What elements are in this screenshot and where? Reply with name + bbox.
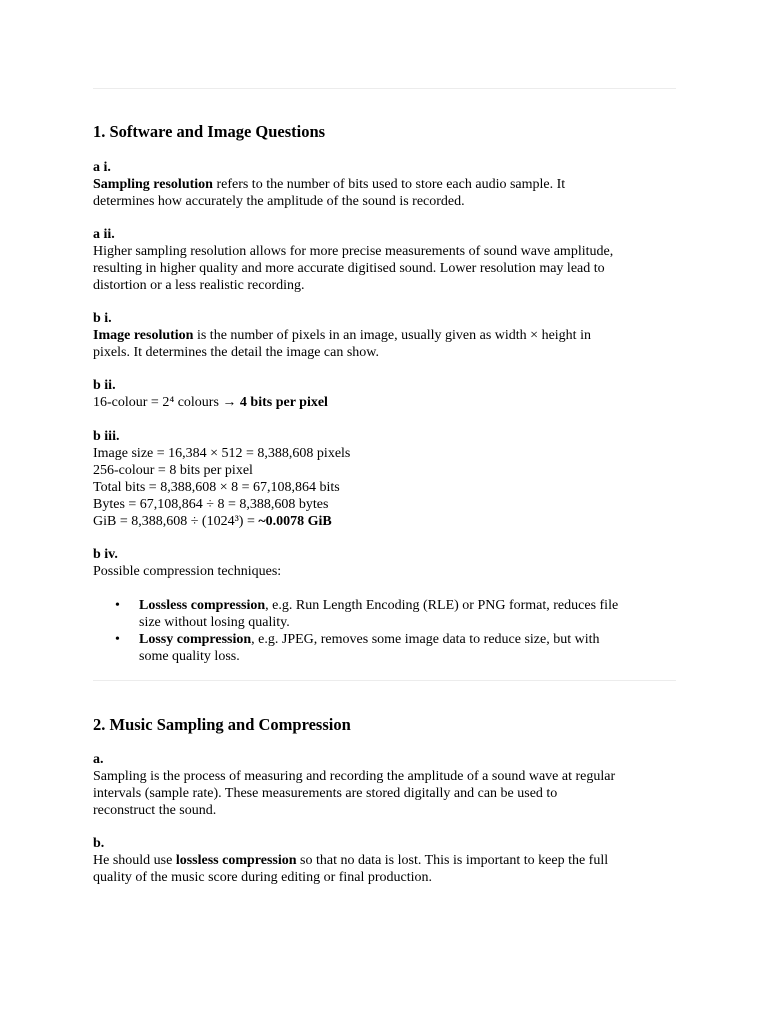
calc-line: Image size = 16,384 × 512 = 8,388,608 pixels xyxy=(93,446,351,461)
answer-line xyxy=(93,852,676,869)
answer-label: a ii. xyxy=(93,227,115,242)
calc-line: Bytes = 67,108,864 ÷ 8 = 8,388,608 bytes xyxy=(93,497,329,512)
section-2-heading: 2. Music Sampling and Compression xyxy=(93,715,351,734)
answer-text: so that no data is lost. This is important to keep the full xyxy=(296,853,609,868)
list-item xyxy=(93,597,676,631)
term-bold: lossless compression xyxy=(175,853,297,868)
answer-line: quality of the music score during editing or final production. xyxy=(93,870,433,885)
answer-line: distortion or a less realistic recording. xyxy=(93,278,305,293)
calc-text: GiB = 8,388,608 ÷ (1024³) = xyxy=(93,514,259,529)
answer-a-i xyxy=(93,159,676,210)
answer-line: Possible compression techniques: xyxy=(93,564,282,579)
answer-text: He should use xyxy=(93,853,176,868)
answer-label: b ii. xyxy=(93,378,116,393)
calc-result: ~0.0078 GiB xyxy=(258,514,332,529)
answer-line xyxy=(93,394,676,411)
calc-line xyxy=(93,513,676,530)
list-line xyxy=(139,631,676,648)
answer-line: pixels. It determines the detail the image can show. xyxy=(93,345,380,360)
list-text: , e.g. Run Length Encoding (RLE) or PNG format, reduces file xyxy=(265,598,619,613)
answer-line xyxy=(93,327,676,344)
calc-line: 256-colour = 8 bits per pixel xyxy=(93,463,253,478)
answer-line: intervals (sample rate). These measurements are stored digitally and can be used to xyxy=(93,786,558,801)
answer-line: Higher sampling resolution allows for more precise measurements of sound wave amplitude, xyxy=(93,244,614,259)
answer-label: b. xyxy=(93,836,105,851)
answer-text: is the number of pixels in an image, usually given as width × height in xyxy=(193,328,591,343)
answer-label: a. xyxy=(93,752,104,767)
top-divider xyxy=(93,88,676,89)
answer-label: a i. xyxy=(93,160,111,175)
answer-2-b xyxy=(93,835,676,886)
answer-line: determines how accurately the amplitude of the sound is recorded. xyxy=(93,194,465,209)
bullet-icon: • xyxy=(115,632,120,647)
section-1-heading: 1. Software and Image Questions xyxy=(93,122,326,141)
answer-text: 16-colour = 2⁴ colours → xyxy=(93,395,240,410)
answer-line: resulting in higher quality and more accurate digitised sound. Lower resolution may lead to xyxy=(93,261,605,276)
list-item xyxy=(93,631,676,665)
term-bold: Lossless compression xyxy=(139,598,266,613)
answer-label: b iii. xyxy=(93,429,120,444)
answer-b-iii xyxy=(93,428,676,530)
answer-line: reconstruct the sound. xyxy=(93,803,217,818)
list-line: some quality loss. xyxy=(139,649,240,664)
list-line xyxy=(139,597,676,614)
term-bold: Image resolution xyxy=(93,328,194,343)
answer-line xyxy=(93,176,676,193)
answer-label: b i. xyxy=(93,311,112,326)
calc-line: Total bits = 8,388,608 × 8 = 67,108,864 bits xyxy=(93,480,340,495)
answer-label: b iv. xyxy=(93,547,118,562)
list-text: , e.g. JPEG, removes some image data to reduce size, but with xyxy=(251,632,600,647)
answer-bold: 4 bits per pixel xyxy=(239,395,328,410)
answer-2-a xyxy=(93,751,676,819)
term-bold: Lossy compression xyxy=(139,632,252,647)
answer-b-iv xyxy=(93,546,676,580)
answer-line: Sampling is the process of measuring and recording the amplitude of a sound wave at regular xyxy=(93,769,616,784)
list-line: size without losing quality. xyxy=(139,615,290,630)
bullet-icon: • xyxy=(115,598,120,613)
answer-text: refers to the number of bits used to store each audio sample. It xyxy=(212,177,566,192)
answer-a-ii xyxy=(93,226,676,294)
compression-list xyxy=(93,597,676,665)
answer-b-ii xyxy=(93,377,676,411)
section-divider xyxy=(93,680,676,681)
answer-b-i xyxy=(93,310,676,361)
term-bold: Sampling resolution xyxy=(93,177,213,192)
